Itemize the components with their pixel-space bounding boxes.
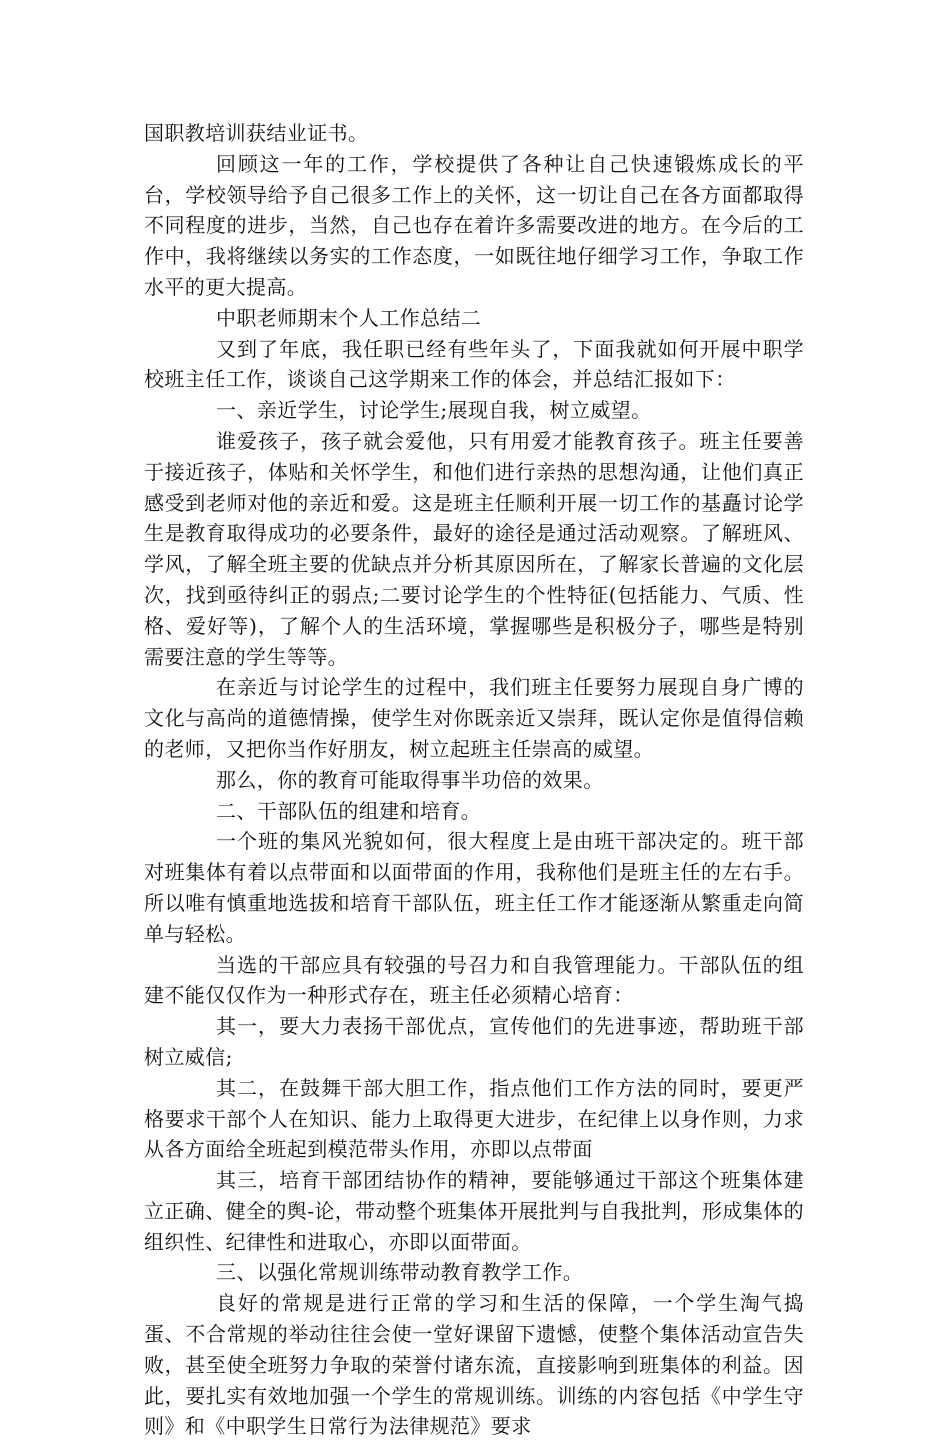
section-heading: 二、干部队伍的组建和培育。 bbox=[216, 798, 482, 823]
section-heading: 三、以强化常规训练带动教育教学工作。 bbox=[216, 1260, 584, 1285]
paragraph: 又到了年底，我任职已经有些年头了，下面我就如何开展中职学校班主任工作，谈谈自己这学期来工作的体会，并总结汇报如下： bbox=[144, 336, 804, 392]
paragraph: 其二，在鼓舞干部大胆工作，指点他们工作方法的同时，要更严格要求干部个人在知识、能力上取得更大进步，在纪律上以身作则，力求从各方面给全班起到模范带头作用，亦即以点带面 bbox=[144, 1075, 804, 1162]
section-title: 中职老师期末个人工作总结二 bbox=[216, 305, 482, 330]
paragraph: 一个班的集风光貌如何，很大程度上是由班干部决定的。班干部对班集体有着以点带面和以面带面的作用，我称他们是班主任的左右手。所以唯有慎重地选拔和培育干部队伍，班主任工作才能逐渐从繁重走向简单与轻松。 bbox=[144, 829, 804, 946]
paragraph: 良好的常规是进行正常的学习和生活的保障，一个学生淘气捣蛋、不合常规的举动往往会使一堂好课留下遗憾，使整个集体活动宣告失败，甚至使全班努力争取的荣誉付诸东流，直接影响到班集体的利益。因此，要扎实有效地加强一个学生的常规训练。训练的内容包括《中学生守则》和《中职学生日常行为法律规范》要求 bbox=[144, 1291, 804, 1439]
section-heading: 一、亲近学生，讨论学生;展现自我，树立威望。 bbox=[216, 398, 652, 423]
paragraph: 其三，培育干部团结协作的精神，要能够通过干部这个班集体建立正确、健全的舆-论，带动整个班集体开展批判与自我批判，形成集体的组织性、纪律性和进取心，亦即以面带面。 bbox=[144, 1168, 804, 1254]
paragraph: 当选的干部应具有较强的号召力和自我管理能力。干部队伍的组建不能仅仅作为一种形式存在，班主任必须精心培育： bbox=[144, 952, 804, 1008]
document-body bbox=[144, 118, 804, 1442]
paragraph: 那么，你的教育可能取得事半功倍的效果。 bbox=[216, 767, 604, 792]
paragraph: 回顾这一年的工作，学校提供了各种让自己快速锻炼成长的平台，学校领导给予自己很多工作上的关怀，这一切让自己在各方面都取得不同程度的进步，当然，自己也存在着许多需要改进的地方。在今后的工作中，我将继续以务实的工作态度，一如既往地仔细学习工作，争取工作水平的更大提高。 bbox=[144, 151, 804, 299]
paragraph: 在亲近与讨论学生的过程中，我们班主任要努力展现自身广博的文化与高尚的道德情操，使学生对你既亲近又崇拜，既认定你是值得信赖的老师，又把你当作好朋友，树立起班主任崇高的威望。 bbox=[144, 675, 804, 761]
paragraph: 国职教培训获结业证书。 bbox=[144, 121, 369, 145]
paragraph: 其一，要大力表扬干部优点，宣传他们的先进事迹，帮助班干部树立威信; bbox=[144, 1014, 804, 1069]
paragraph: 谁爱孩子，孩子就会爱他，只有用爱才能教育孩子。班主任要善于接近孩子，体贴和关怀学生，和他们进行亲热的思想沟通，让他们真正感受到老师对他的亲近和爱。这是班主任顺利开展一切工作的基矗讨论学生是教育取得成功的必要条件，最好的途径是通过活动观察。了解班风、学风，了解全班主要的优缺点并分析其原因所在，了解家长普遍的文化层次，找到亟待纠正的弱点;二要讨论学生的个性特征(包括能力、气质、性格、爱好等)，了解个人的生活环境，掌握哪些是积极分子，哪些是特别需要注意的学生等等。 bbox=[144, 428, 804, 669]
